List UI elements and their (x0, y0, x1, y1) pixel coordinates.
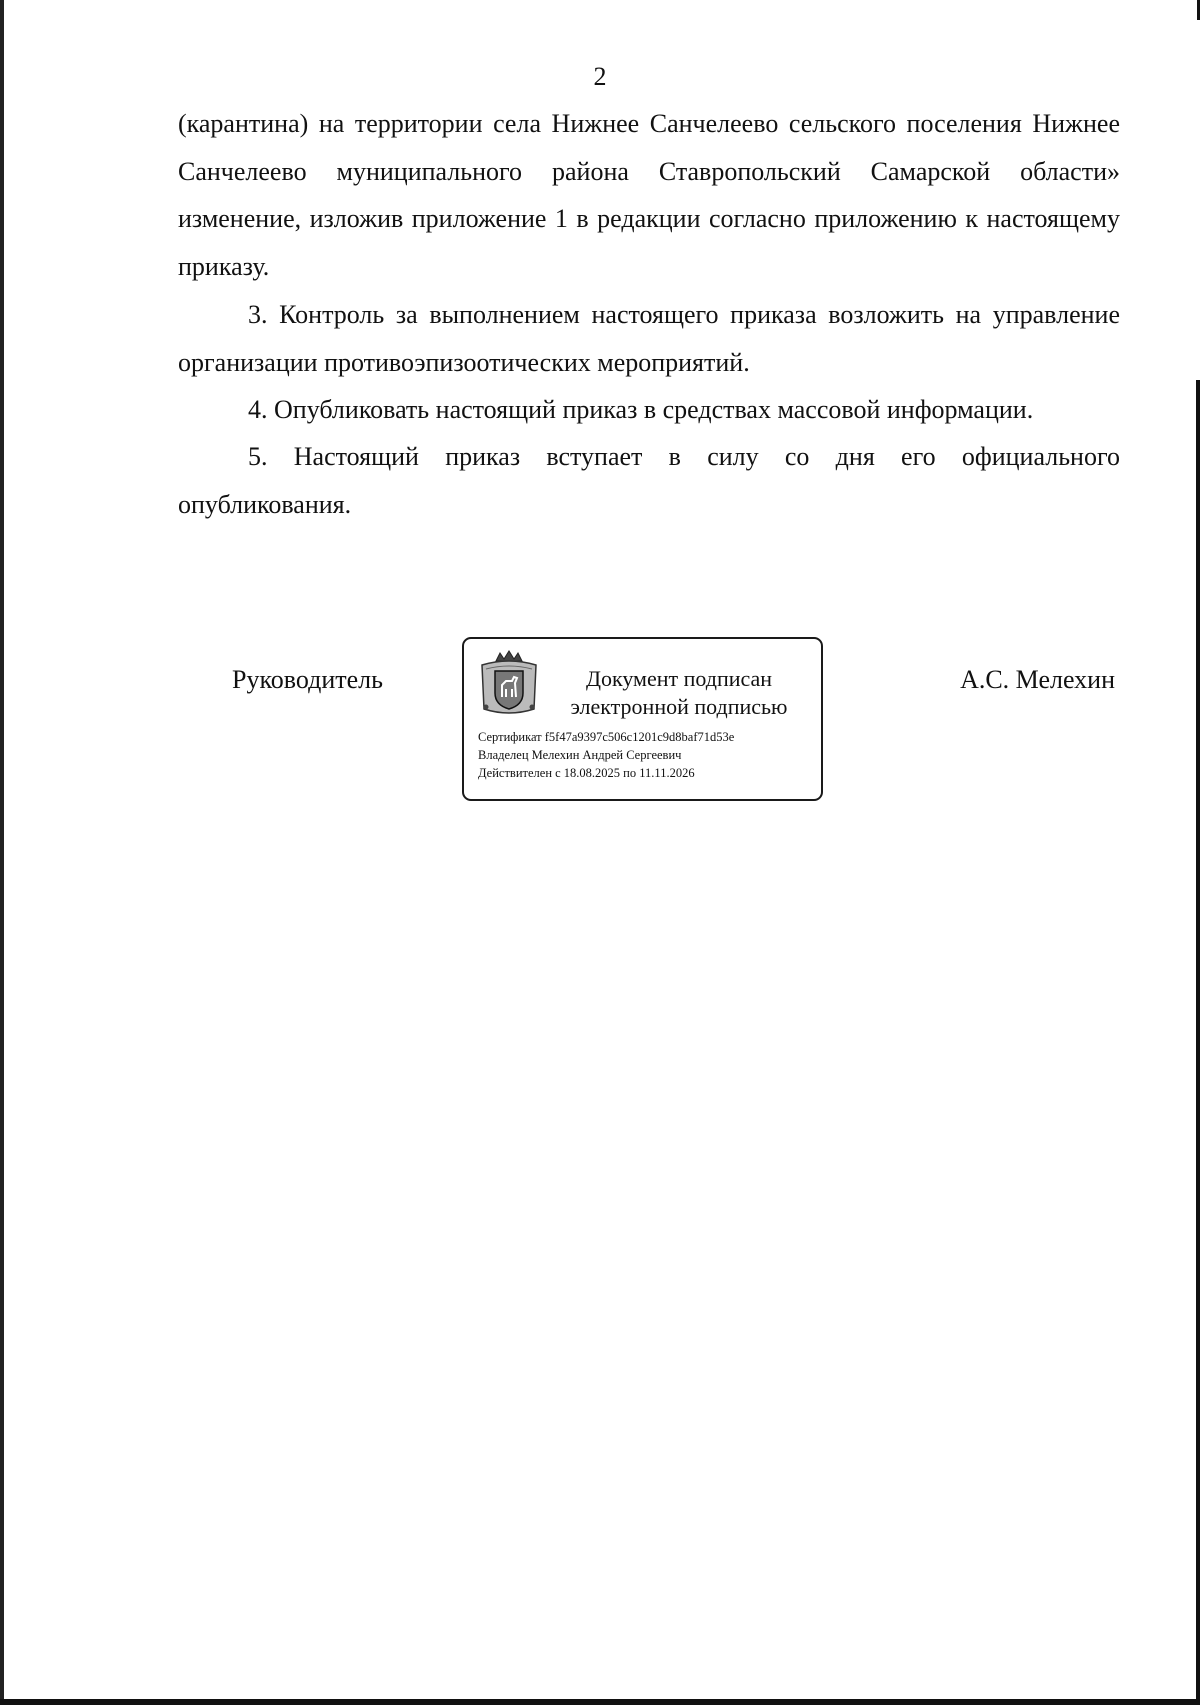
samara-region-coat-of-arms-icon (478, 649, 540, 717)
stamp-title-line-1: Документ подписан (585, 666, 773, 691)
page-number: 2 (593, 62, 607, 91)
paragraph-item-3: 3. Контроль за выполнением настоящего приказа возложить на управление организации противоэпизоотических мероприятий. (178, 300, 1120, 377)
electronic-signature-stamp (462, 637, 823, 801)
signer-position: Руководитель (232, 665, 383, 694)
scan-edge-left (0, 0, 4, 1705)
stamp-title (554, 665, 804, 721)
paragraph-item-4: 4. Опубликовать настоящий приказ в средствах массовой информации. (248, 395, 1034, 424)
scan-edge-bottom (0, 1699, 1200, 1705)
stamp-validity: Действителен с 18.08.2025 по 11.11.2026 (478, 766, 695, 780)
paragraph-item-5: 5. Настоящий приказ вступает в силу со дня его официального опубликования. (178, 442, 1120, 519)
scan-edge-right (1196, 380, 1200, 1705)
stamp-owner: Владелец Мелехин Андрей Сергеевич (478, 748, 682, 762)
stamp-certificate: Сертификат f5f47a9397c506c1201c9d8baf71d53e (478, 730, 735, 744)
signer-name: А.С. Мелехин (960, 665, 1115, 694)
paragraph-continuation: (карантина) на территории села Нижнее Санчелеево сельского поселения Нижнее Санчелеево муниципального района Ставропольский Самарской области» изменение, изложив приложение 1 в редакции согласно приложению к настоящему приказу. (178, 109, 1120, 281)
stamp-details (478, 728, 734, 782)
stamp-title-line-2: электронной подписью (570, 694, 788, 719)
